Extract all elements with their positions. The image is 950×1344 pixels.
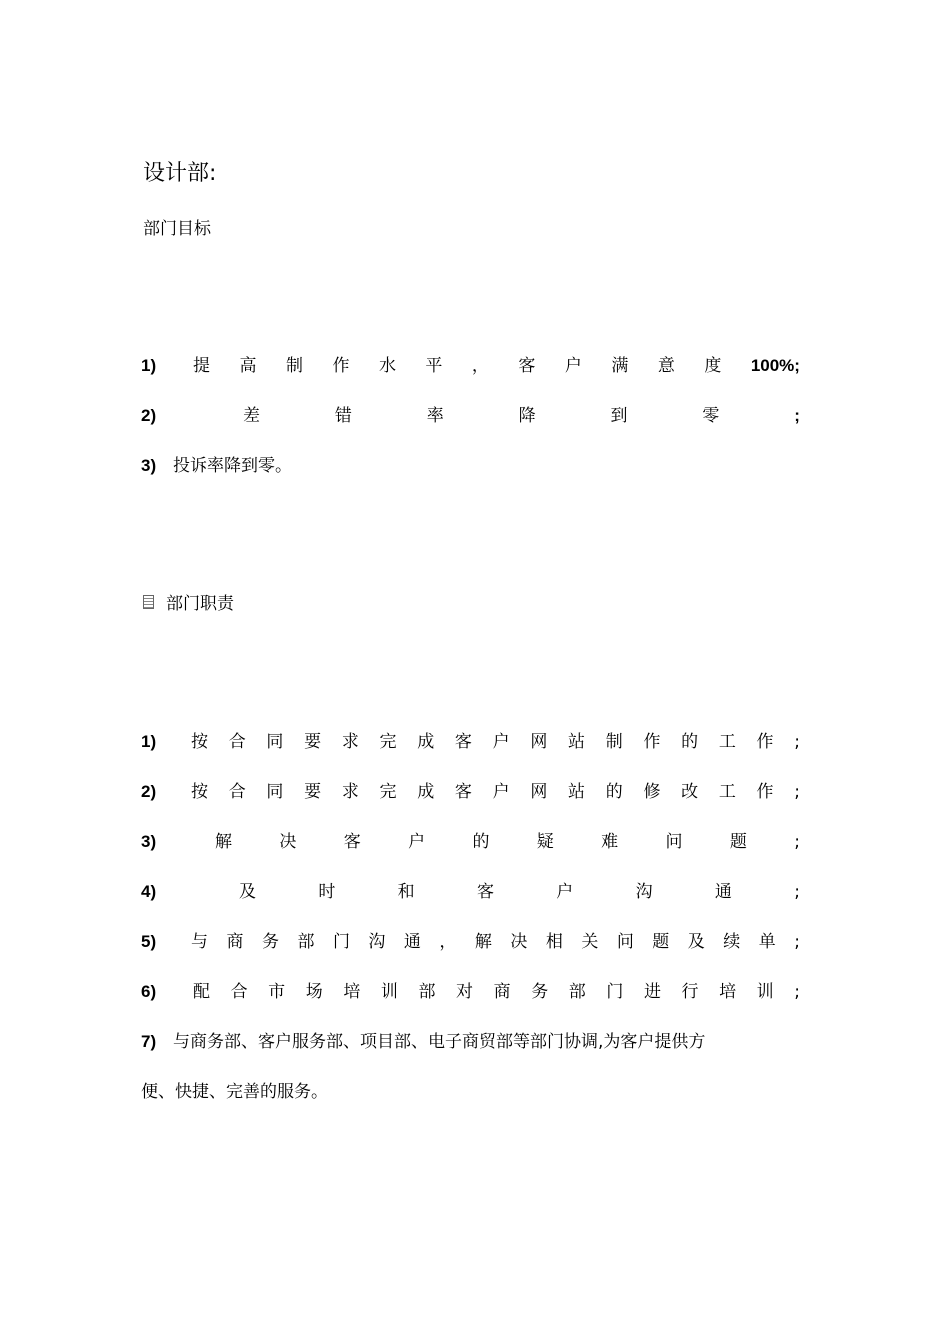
text-glyph: 作 [332, 356, 350, 376]
text-glyph: 工 [718, 782, 736, 802]
text-glyph: 户 [564, 356, 582, 376]
text-glyph: 培 [343, 982, 361, 1002]
text-glyph: 的 [681, 732, 699, 752]
goal-number-2: 2) [141, 406, 157, 425]
duty-item-2 [141, 778, 800, 806]
text-glyph: 站 [568, 732, 586, 752]
duty-text-3 [173, 828, 800, 856]
text-glyph: 门 [606, 982, 624, 1002]
text-glyph: 高 [239, 356, 257, 376]
text-glyph: 市 [268, 982, 286, 1002]
text-glyph: 题 [729, 832, 747, 852]
text-glyph: 客 [518, 356, 536, 376]
text-suffix: ; [794, 406, 800, 425]
text-glyph: ， [439, 932, 457, 952]
text-glyph: 成 [417, 732, 435, 752]
text-glyph: 门 [332, 932, 350, 952]
text-glyph: 训 [756, 982, 774, 1002]
text-glyph: 和 [397, 882, 415, 902]
duty-item-1 [141, 728, 800, 756]
text-glyph: 按 [191, 782, 208, 802]
text-glyph: 平 [425, 356, 443, 376]
text-glyph: 难 [601, 832, 619, 852]
text-glyph: 问 [665, 832, 683, 852]
text-glyph: 问 [616, 932, 634, 952]
text-glyph: 续 [723, 932, 741, 952]
text-glyph: 成 [417, 782, 435, 802]
text-glyph: ; [794, 932, 800, 952]
text-glyph: 水 [378, 356, 396, 376]
text-glyph: 解 [474, 932, 492, 952]
text-glyph: 疑 [536, 832, 554, 852]
duty-text-5 [173, 928, 800, 956]
text-glyph: 提 [193, 356, 210, 376]
text-glyph: 题 [652, 932, 670, 952]
duty-number-6: 6) [141, 982, 157, 1001]
text-glyph: 按 [191, 732, 208, 752]
duty-text-7: 与商务部、客户服务部、项目部、电子商贸部等部门协调,为客户提供方 [173, 1032, 706, 1052]
duties-heading: 部门职责 [166, 594, 234, 614]
text-glyph: 要 [304, 782, 322, 802]
text-glyph: 站 [568, 782, 586, 802]
text-glyph: 客 [454, 782, 472, 802]
duty-number-4: 4) [141, 882, 157, 901]
duty-number-2: 2) [141, 782, 157, 801]
duty-text-7-continuation: 便、快捷、完善的服务。 [141, 1082, 328, 1102]
text-glyph: 到 [610, 406, 628, 426]
text-glyph: 度 [704, 356, 722, 376]
duty-number-3: 3) [141, 832, 157, 851]
text-glyph: 完 [379, 732, 397, 752]
text-glyph: 同 [266, 782, 284, 802]
text-glyph: 工 [718, 732, 736, 752]
text-glyph: 求 [341, 782, 359, 802]
text-glyph: 关 [581, 932, 599, 952]
text-glyph: 客 [454, 732, 472, 752]
duty-number-7: 7) [141, 1032, 157, 1051]
text-glyph: 沟 [635, 882, 653, 902]
text-glyph: 同 [266, 732, 284, 752]
duty-item-4 [141, 878, 800, 906]
text-glyph: ， [471, 356, 489, 376]
text-glyph: 商 [493, 982, 511, 1002]
text-glyph: 错 [334, 406, 352, 426]
text-glyph: 及 [239, 882, 256, 902]
text-glyph: 沟 [368, 932, 386, 952]
text-glyph: 部 [568, 982, 586, 1002]
text-glyph: 修 [643, 782, 661, 802]
duty-number-1: 1) [141, 732, 157, 751]
text-glyph: 客 [343, 832, 361, 852]
text-glyph: 部 [418, 982, 436, 1002]
text-glyph: 户 [408, 832, 426, 852]
text-suffix: 100%; [750, 356, 800, 375]
text-glyph: 时 [318, 882, 336, 902]
goal-text-2 [173, 402, 800, 430]
goal-text-1 [173, 352, 800, 380]
duty-item-3 [141, 828, 800, 856]
text-glyph: 务 [261, 932, 279, 952]
text-glyph: 及 [687, 932, 705, 952]
text-glyph: 单 [758, 932, 776, 952]
goal-item-3 [141, 452, 800, 480]
text-glyph: 网 [530, 782, 548, 802]
goal-item-2 [141, 402, 800, 430]
text-glyph: 率 [426, 406, 444, 426]
duty-item-6 [141, 978, 800, 1006]
text-glyph: ; [794, 782, 800, 802]
text-glyph: 作 [643, 732, 661, 752]
text-glyph: 通 [403, 932, 421, 952]
duty-text-4 [173, 878, 800, 906]
text-glyph: 决 [279, 832, 297, 852]
duty-text-2 [173, 778, 800, 806]
text-glyph: 决 [510, 932, 528, 952]
text-glyph: 进 [643, 982, 661, 1002]
text-glyph: 的 [472, 832, 490, 852]
text-glyph: 通 [714, 882, 732, 902]
text-glyph: 差 [243, 406, 260, 426]
text-glyph: 商 [226, 932, 244, 952]
text-glyph: 对 [456, 982, 474, 1002]
goal-number-3: 3) [141, 456, 157, 475]
text-glyph: 网 [530, 732, 548, 752]
text-glyph: 户 [492, 732, 510, 752]
text-glyph: ; [794, 732, 800, 752]
text-glyph: 降 [518, 406, 536, 426]
document-icon [143, 595, 154, 609]
text-glyph: 与 [191, 932, 208, 952]
goal-text-3: 投诉率降到零。 [173, 456, 292, 476]
duty-text-6 [173, 978, 800, 1006]
goal-number-1: 1) [141, 356, 157, 375]
text-glyph: 合 [228, 782, 246, 802]
text-glyph: 的 [605, 782, 623, 802]
text-glyph: 配 [193, 982, 210, 1002]
text-glyph: 相 [545, 932, 563, 952]
text-glyph: 要 [304, 732, 322, 752]
text-glyph: 务 [531, 982, 549, 1002]
text-glyph: 制 [605, 732, 623, 752]
text-glyph: 满 [611, 356, 629, 376]
text-glyph: ; [794, 882, 800, 902]
text-glyph: 合 [230, 982, 248, 1002]
text-glyph: 场 [305, 982, 323, 1002]
duty-item-5 [141, 928, 800, 956]
text-glyph: 完 [379, 782, 397, 802]
text-glyph: 户 [492, 782, 510, 802]
text-glyph: 求 [341, 732, 359, 752]
text-glyph: 户 [556, 882, 574, 902]
duty-text-1 [173, 728, 800, 756]
text-glyph: 合 [228, 732, 246, 752]
text-glyph: 培 [719, 982, 737, 1002]
text-glyph: 解 [215, 832, 232, 852]
goal-item-1 [141, 352, 800, 380]
text-glyph: ; [794, 832, 800, 852]
text-glyph: 作 [756, 782, 774, 802]
text-glyph: 改 [681, 782, 699, 802]
duty-item-7 [141, 1028, 800, 1056]
duty-number-5: 5) [141, 932, 157, 951]
text-glyph: 作 [756, 732, 774, 752]
text-glyph: 行 [681, 982, 699, 1002]
text-glyph: 制 [285, 356, 303, 376]
goals-heading: 部门目标 [143, 219, 211, 239]
text-glyph: 意 [657, 356, 675, 376]
text-glyph: 部 [297, 932, 315, 952]
text-glyph: 训 [380, 982, 398, 1002]
text-glyph: ; [794, 982, 800, 1002]
text-glyph: 零 [702, 406, 720, 426]
department-title: 设计部: [143, 161, 217, 186]
text-glyph: 客 [476, 882, 494, 902]
